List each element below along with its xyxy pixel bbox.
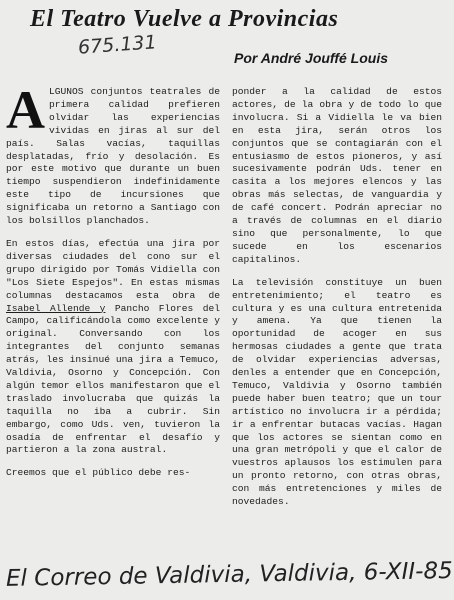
handwritten-source-note: El Correo de Valdivia, Valdivia, 6-XII-85 [5,558,453,592]
left-paragraph-1-text: LGUNOS conjuntos teatrales de primera calidad prefieren olvidar las experiencias vividas en jiras al sur del país. Salas vacías, taquillas desplatadas, frío y desolación. Es por este motivo que durante un buen tiempo suspendieron indefinidamente este tipo de incursiones que significaba un retorno a Santiago con los bolsillos planchados. [6,86,220,227]
left-paragraph-2a: En estos días, efectúa una jira por diversas ciudades del cono sur el grupo dirigido por Tomás Vidiella con "Los Siete Espejos". En estas mismas columnas destacamos esta obra de [6,237,220,301]
left-paragraph-3: Creemos que el público debe res- [6,467,191,479]
handwritten-catalog-number: 675.131 [77,31,158,59]
left-paragraph-2b: Pancho Flores del Campo, calificándola como excelente y original. Conversando con los integrantes del conjunto semanas atrás, les insinué una jira a Temuco, Valdivia, Osorno y Concepción. Con algún temor ellos manifestaron que el traslado involucraba que quizás la taquilla no iba a cubrir. Sin embargo, como Uds. ven, tuvieron la osadía de enfrentar el desafío y partieron a la zona austral. [6,302,220,456]
left-column [6,80,220,480]
underlined-author: Isabel Allende y [6,302,106,314]
drop-cap: A [6,80,45,140]
right-column [232,86,442,509]
right-paragraph-2: La televisión constituye un buen entretenimiento; el teatro es cultura y es una cultura entretenida y amena. Ya que tienen la oportunidad de acoger en sus hermosas ciudades a gente que trata de olvidar experiencias adversas, denles a entender que en Concepción, Temuco, Valdivia y Osorno también puede haber buen teatro; que un tour artístico no involucra ir a pérdida; ir a enfrentar butacas vacías. Hagan que los actores se sientan como en una gran metrópoli y que el calor de vuestros aplausos los estimulen para un pronto retorno, con otras obras, con más entretenciones y miles de novedades. [232,276,442,508]
left-paragraph-1 [6,80,220,228]
article-byline: Por André Jouffé Louis [234,50,389,66]
left-paragraph-2 [6,238,220,457]
right-paragraph-1: ponder a la calidad de estos actores, de la obra y de todo lo que involucra. Si a Vidiella le va bien en esta jira, serán otros los conjuntos que se contagiarán con el entusiasmo de estos pioneros, y así sucesivamente podrán Uds. tener en casita a los mejores elencos y las obras más selectas, de vanguardia y de café concert. Podrán apreciar no a través de columnas en el diario sino que personalmente, lo que sucede en los escenarios capitalinos. [232,86,442,265]
article-title: El Teatro Vuelve a Provincias [30,6,339,32]
